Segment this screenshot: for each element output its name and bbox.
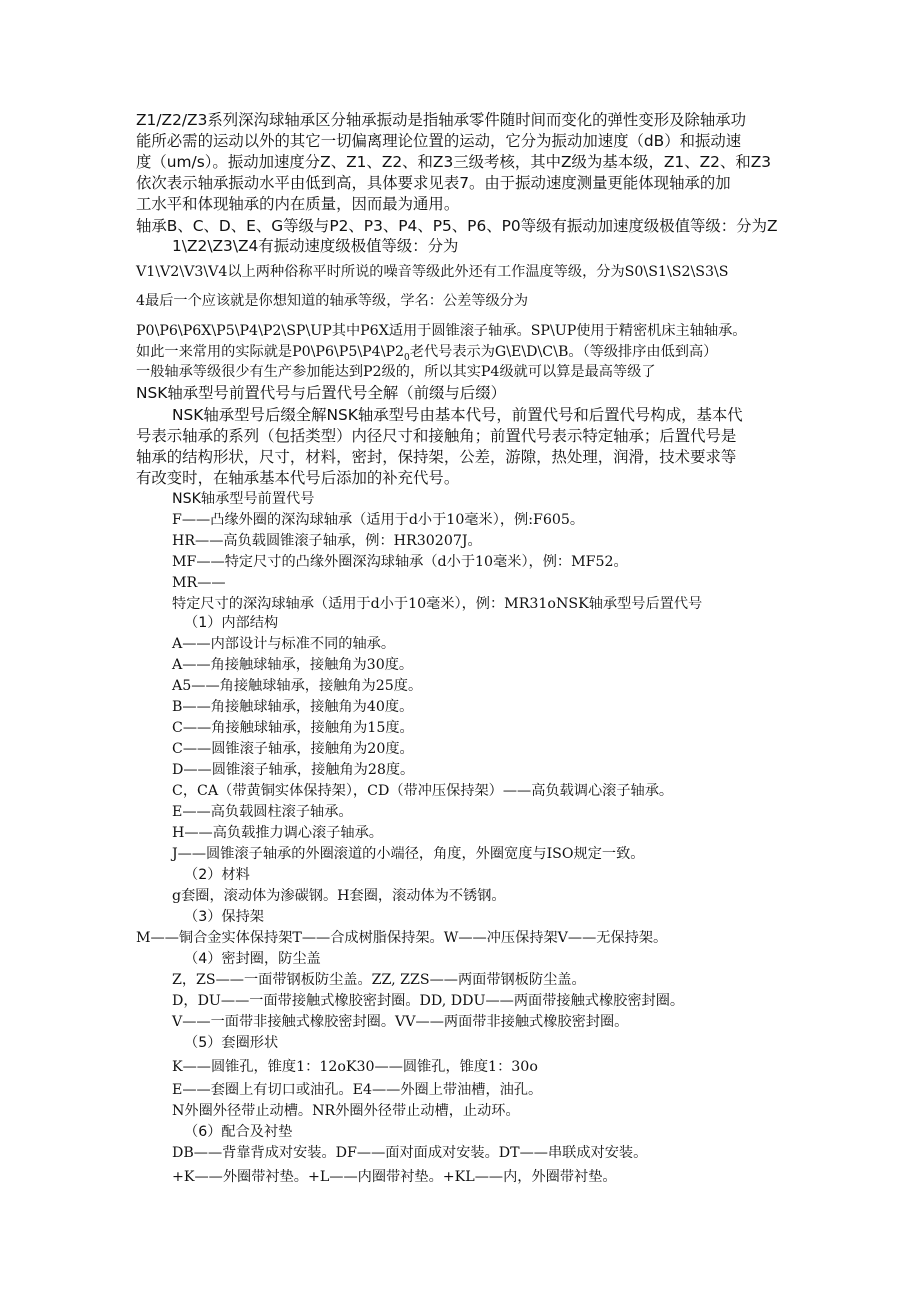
seal-item-3: V——一面带非接触式橡胶密封圈。VV——两面带非接触式橡胶密封圈。 — [172, 1014, 629, 1030]
grades-line-5: P0\P6\P6X\P5\P4\P2\SP\UP其中P6X适用于圆锥滚子轴承。SP\UP使用于精密机床主轴轴承。 — [136, 323, 747, 339]
ring-item-2: E——套圈上有切口或油孔。E4——外圈上带油槽，油孔。 — [172, 1082, 543, 1098]
nsk-para-line-3: 轴承的结构形状，尺寸，材料，密封，保持架，公差，游隙，热处理，润滑，技术要求等 — [136, 448, 737, 466]
internal-item-3: A5——角接触球轴承，接触角为25度。 — [172, 678, 423, 694]
intro-line-3: 度（um/s）。振动加速度分Z、Z1、Z2、和Z3三级考核，其中Z级为基本级，Z1、Z2、和Z3 — [136, 153, 772, 171]
prefix-item-mr: MR—— — [172, 575, 226, 591]
nsk-para-line-2: 号表示轴承的系列（包括类型）内径尺寸和接触角；前置代号表示特定轴承；后置代号是 — [136, 427, 737, 445]
cage-text: M——铜合金实体保持架T——合成树脂保持架。W——冲压保持架V——无保持架。 — [136, 930, 668, 946]
material-title: （2）材料 — [184, 867, 250, 883]
internal-item-10: H——高负载推力调心滚子轴承。 — [172, 825, 383, 841]
internal-item-9: E——高负载圆柱滚子轴承。 — [172, 804, 353, 820]
prefix-item-f: F——凸缘外圈的深沟球轴承（适用于d小于10毫米），例:F605。 — [172, 512, 585, 528]
subscript-zero: 0 — [404, 352, 410, 363]
seal-item-1: Z，ZS——一面带钢板防尘盖。ZZ, ZZS——两面带钢板防尘盖。 — [172, 972, 586, 988]
ring-item-3: N外圈外径带止动槽。NR外圈外径带止动槽，止动环。 — [172, 1103, 520, 1119]
arrangement-title: （6）配合及衬垫 — [184, 1124, 293, 1140]
grades-line-6-tail: 老代号表示为G\E\D\C\B。（等级排序由低到高） — [409, 344, 718, 360]
nsk-para-line-1: NSK轴承型号后缀全解NSK轴承型号由基本代号，前置代号和后置代号构成，基本代 — [172, 406, 743, 424]
intro-line-4: 依次表示轴承振动水平由低到高，具体要求见表7。由于振动速度测量更能体现轴承的加 — [136, 174, 731, 192]
internal-structure-title: （1）内部结构 — [184, 615, 279, 631]
prefix-title: NSK轴承型号前置代号 — [172, 491, 315, 507]
nsk-heading: NSK轴承型号前置代号与后置代号全解（前缀与后缀） — [136, 384, 506, 402]
grades-line-4: 4最后一个应该就是你想知道的轴承等级，学名：公差等级分为 — [136, 293, 529, 309]
grades-line-2: 1\Z2\Z3\Z4有振动速度级极值等级：分为 — [172, 237, 459, 255]
grades-line-7: 一般轴承等级很少有生产参加能达到P2级的，所以其实P4级就可以算是最高等级了 — [136, 364, 656, 380]
nsk-para-line-4: 有改变时，在轴承基本代号后添加的补充代号。 — [136, 469, 460, 487]
internal-item-5: C——角接触球轴承，接触角为15度。 — [172, 720, 414, 736]
intro-line-1: Z1/Z2/Z3系列深沟球轴承区分轴承振动是指轴承零件随时间而变化的弹性变形及除轴承功 — [136, 111, 747, 129]
internal-item-7: D——圆锥滚子轴承，接触角为28度。 — [172, 762, 415, 778]
prefix-item-mr-desc: 特定尺寸的深沟球轴承（适用于d小于10毫米），例：MR31oNSK轴承型号后置代号 — [172, 596, 703, 612]
grades-line-1: 轴承B、C、D、E、G等级与P2、P3、P4、P5、P6、P0等级有振动加速度级极值等级：分为Z — [136, 217, 778, 235]
prefix-item-mf: MF——特定尺寸的凸缘外圈深沟球轴承（d小于10毫米），例：MF52。 — [172, 554, 628, 570]
ring-title: （5）套圈形状 — [184, 1035, 279, 1051]
prefix-item-hr: HR——高负载圆锥滚子轴承，例：HR30207J。 — [172, 533, 482, 549]
internal-item-2: A——角接触球轴承，接触角为30度。 — [172, 657, 414, 673]
intro-line-2: 能所必需的运动以外的其它一切偏离理论位置的运动，它分为振动加速度（dB）和振动速 — [136, 132, 742, 150]
internal-item-11: J——圆锥滚子轴承的外圈滚道的小端径，角度，外圈宽度与ISO规定一致。 — [172, 846, 645, 862]
internal-item-1: A——内部设计与标准不同的轴承。 — [172, 636, 396, 652]
grades-line-3: V1\V2\V3\V4以上两种俗称平时所说的噪音等级此外还有工作温度等级，分为S0\S1\S2\S3\S — [136, 264, 729, 280]
material-text: g套圈，滚动体为渗碳钢。H套圈，滚动体为不锈钢。 — [172, 888, 506, 904]
internal-item-4: B——角接触球轴承，接触角为40度。 — [172, 699, 414, 715]
internal-item-6: C——圆锥滚子轴承，接触角为20度。 — [172, 741, 414, 757]
arrangement-item-1: DB——背靠背成对安装。DF——面对面成对安装。DT——串联成对安装。 — [172, 1145, 648, 1161]
ring-item-1: K——圆锥孔，锥度1：12oK30——圆锥孔，锥度1：30o — [172, 1059, 538, 1075]
cage-title: （3）保持架 — [184, 909, 264, 925]
intro-line-5: 工水平和体现轴承的内在质量，因而最为通用。 — [136, 195, 460, 213]
seal-title: （4）密封圈，防尘盖 — [184, 951, 321, 967]
seal-item-2: D，DU——一面带接触式橡胶密封圈。DD, DDU——两面带接触式橡胶密封圈。 — [172, 993, 685, 1009]
internal-item-8: C，CA（带黄铜实体保持架），CD（带冲压保持架）——高负载调心滚子轴承。 — [172, 783, 674, 799]
grades-line-6-text: 如此一来常用的实际就是P0\P6\P5\P4\P2 — [136, 344, 405, 360]
arrangement-item-2: +K——外圈带衬垫。+L——内圈带衬垫。+KL——内，外圈带衬垫。 — [172, 1169, 617, 1185]
